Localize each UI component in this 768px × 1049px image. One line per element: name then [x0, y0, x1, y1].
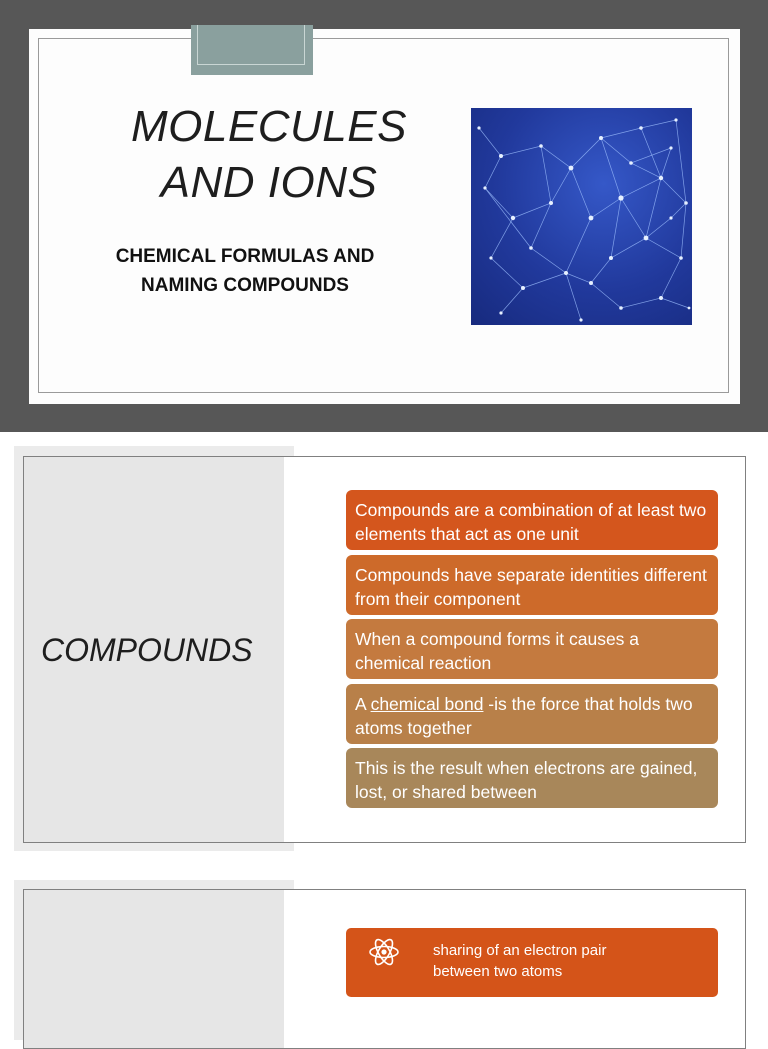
chemical-bond-term: chemical bond: [370, 694, 484, 714]
slide-subtitle-line2: NAMING COMPOUNDS: [141, 275, 349, 296]
compound-bullet-3: [346, 619, 718, 679]
title-slide-card: [29, 29, 740, 404]
compound-bullet-5: [346, 748, 718, 808]
compound-bullet-4-pre: A: [355, 694, 371, 714]
definition-line1: sharing of an electron pair: [433, 942, 607, 959]
molecular-network-image: [471, 108, 692, 325]
compound-bullet-2: [346, 555, 718, 615]
compound-bullet-1: [346, 490, 718, 550]
covalent-left-panel: [23, 889, 285, 1049]
compound-bullet-5-text: This is the result when electrons are gained, lost, or shared between: [355, 758, 698, 802]
title-slide-tab: [191, 25, 313, 75]
definition-card: [346, 928, 718, 997]
definition-text: [433, 940, 703, 982]
compounds-slide: [0, 432, 768, 870]
compound-bullet-4: [346, 684, 718, 744]
slide-subtitle-line1: CHEMICAL FORMULAS AND: [115, 246, 375, 267]
compounds-heading: COMPOUNDS: [41, 632, 253, 668]
title-slide: [0, 0, 768, 432]
slide-title-line1: MOLECULES: [131, 102, 407, 151]
compound-bullet-4-post: -is the force that holds two atoms together: [355, 694, 693, 738]
slide-subtitle: [85, 242, 405, 300]
atom-icon: [368, 936, 400, 968]
compound-bullet-3-text: When a compound forms it causes a chemical reaction: [355, 629, 640, 673]
compound-bullet-2-text: Compounds have separate identities different from their component: [355, 565, 707, 609]
definition-line2: between two atoms: [433, 963, 563, 980]
slide-title-line2: AND IONS: [160, 158, 378, 207]
compound-bullet-1-text: Compounds are a combination of at least two elements that act as one unit: [355, 500, 707, 544]
slide-title: [109, 99, 429, 211]
covalent-slide: [0, 870, 768, 1024]
